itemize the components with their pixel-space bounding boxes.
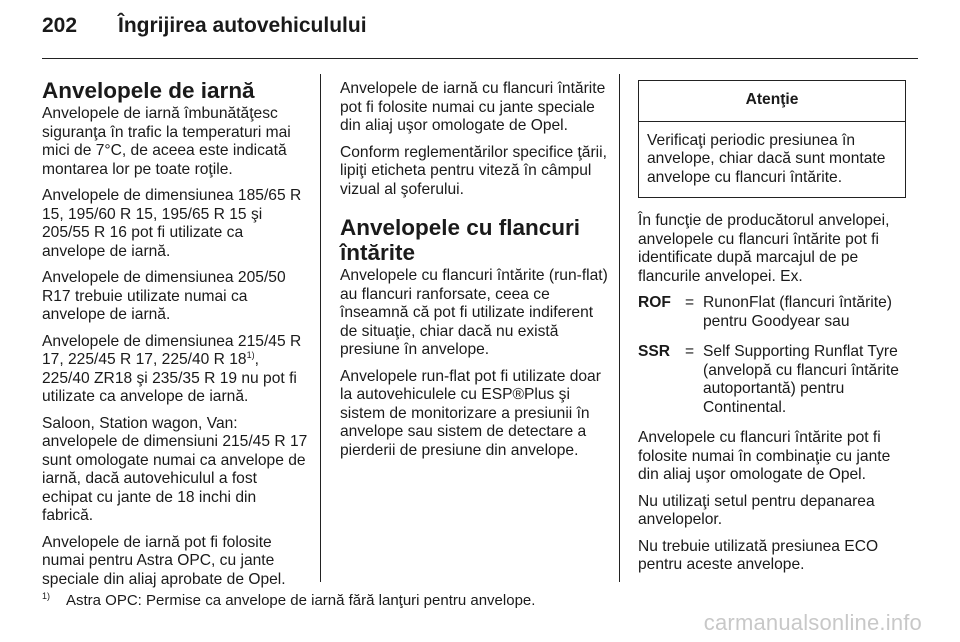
definition-term: ROF [638, 294, 671, 311]
definition-row [638, 294, 906, 331]
definition-description: Self Supporting Runflat Tyre (anvelopă cu flancuri întărite autoportantă) pentru Continental. [703, 343, 899, 416]
column-3 [638, 80, 906, 583]
footnote-mark: 1) [42, 591, 51, 601]
paragraph: Nu trebuie utilizată presiunea ECO pentru aceste anvelope. [638, 537, 879, 573]
paragraph: Anvelopele cu flancuri întărite pot fi folosite numai în combinaţie cu jante din aliaj uşor omologate de Opel. [638, 429, 891, 483]
paragraph: Anvelopele de iarnă cu flancuri întărite pot fi folosite numai cu jante speciale din aliaj uşor omologate de Opel. [340, 80, 606, 134]
chapter-title: Îngrijirea autovehiculului [118, 14, 367, 37]
watermark: carmanualsonline.info [703, 610, 922, 635]
attention-body: Verificaţi periodic presiunea în anvelope, chiar dacă sunt montate anvelope cu flancuri întărite. [647, 131, 886, 186]
footnote [42, 591, 535, 609]
marking-definitions [638, 294, 906, 417]
page-number: 202 [42, 14, 78, 37]
section-heading-winter-tyres: Anvelopele de iarnă [42, 78, 255, 103]
paragraph: Conform reglementărilor specifice ţării, lipiţi eticheta pentru viteză în câmpul vizual al şoferului. [340, 143, 607, 198]
header-rule [42, 58, 918, 59]
paragraph: Nu utilizaţi setul pentru depanarea anvelopelor. [638, 492, 875, 528]
definition-description: RunonFlat (flancuri întărite) pentru Goodyear sau [703, 294, 892, 330]
column-divider [320, 74, 321, 582]
paragraph: Anvelopele cu flancuri întărite (run-flat) au flancuri ranforsate, ceea ce înseamnă că pot fi utilizate indiferent de situaţie, chiar dacă nu există presiune în anvelope. [340, 267, 608, 358]
paragraph: În funcţie de producătorul anvelopei, anvelopele cu flancuri întărite pot fi identificate după marcajul de pe flancurile anvelopei. Ex. [638, 212, 890, 285]
paragraph: Anvelopele de dimensiunea 205/50 R17 trebuie utilizate numai ca anvelope de iarnă. [42, 269, 286, 323]
footnote-text: Astra OPC: Permise ca anvelope de iarnă fără lanţuri pentru anvelope. [66, 592, 536, 609]
paragraph-text: , 225/40 ZR18 şi 235/35 R 19 nu pot fi utilizate ca anvelope de iarnă. [42, 351, 297, 405]
paragraph: Anvelopele de iarnă îmbunătăţesc siguranţa în trafic la temperaturi mai mici de 7°C, de aceea este indicată montarea lor pe toate roţile. [42, 105, 291, 178]
definition-equals: = [685, 343, 695, 360]
page-header [42, 14, 367, 38]
column-1 [42, 78, 308, 597]
paragraph: Anvelopele de iarnă pot fi folosite numai pentru Astra OPC, cu jante speciale din aliaj aprobate de Opel. [42, 533, 286, 588]
attention-title: Atenţie [639, 81, 905, 122]
attention-box [638, 80, 906, 198]
paragraph-text: Anvelopele de dimensiunea 215/45 R 17, 225/45 R 17, 225/40 R 18 [42, 332, 302, 368]
definition-term: SSR [638, 343, 671, 360]
definition-row [638, 343, 906, 417]
paragraph: Anvelopele de dimensiunea 185/65 R 15, 195/60 R 15, 195/65 R 15 şi 205/55 R 16 pot fi utilizate ca anvelope de iarnă. [42, 187, 302, 260]
column-divider [619, 74, 620, 582]
paragraph [42, 333, 308, 407]
paragraph: Anvelopele run-flat pot fi utilizate doar la autovehiculele cu ESP®Plus şi sistem de monitorizare a presiunii în anvelope sau sistem de detectare a pierderii de presiune din anvelope. [340, 367, 601, 459]
paragraph: Saloon, Station wagon, Van: anvelopele de dimensiuni 215/45 R 17 sunt omologate numai ca anvelope de iarnă, dacă autovehiculul a fost echipat cu jante de 18 inchi din fabrică. [42, 414, 308, 524]
definition-equals: = [685, 294, 695, 311]
section-heading-runflat-tyres: Anvelopele cu flancuri întărite [340, 215, 581, 265]
column-2 [340, 80, 608, 468]
footnote-reference[interactable]: 1) [246, 349, 255, 360]
